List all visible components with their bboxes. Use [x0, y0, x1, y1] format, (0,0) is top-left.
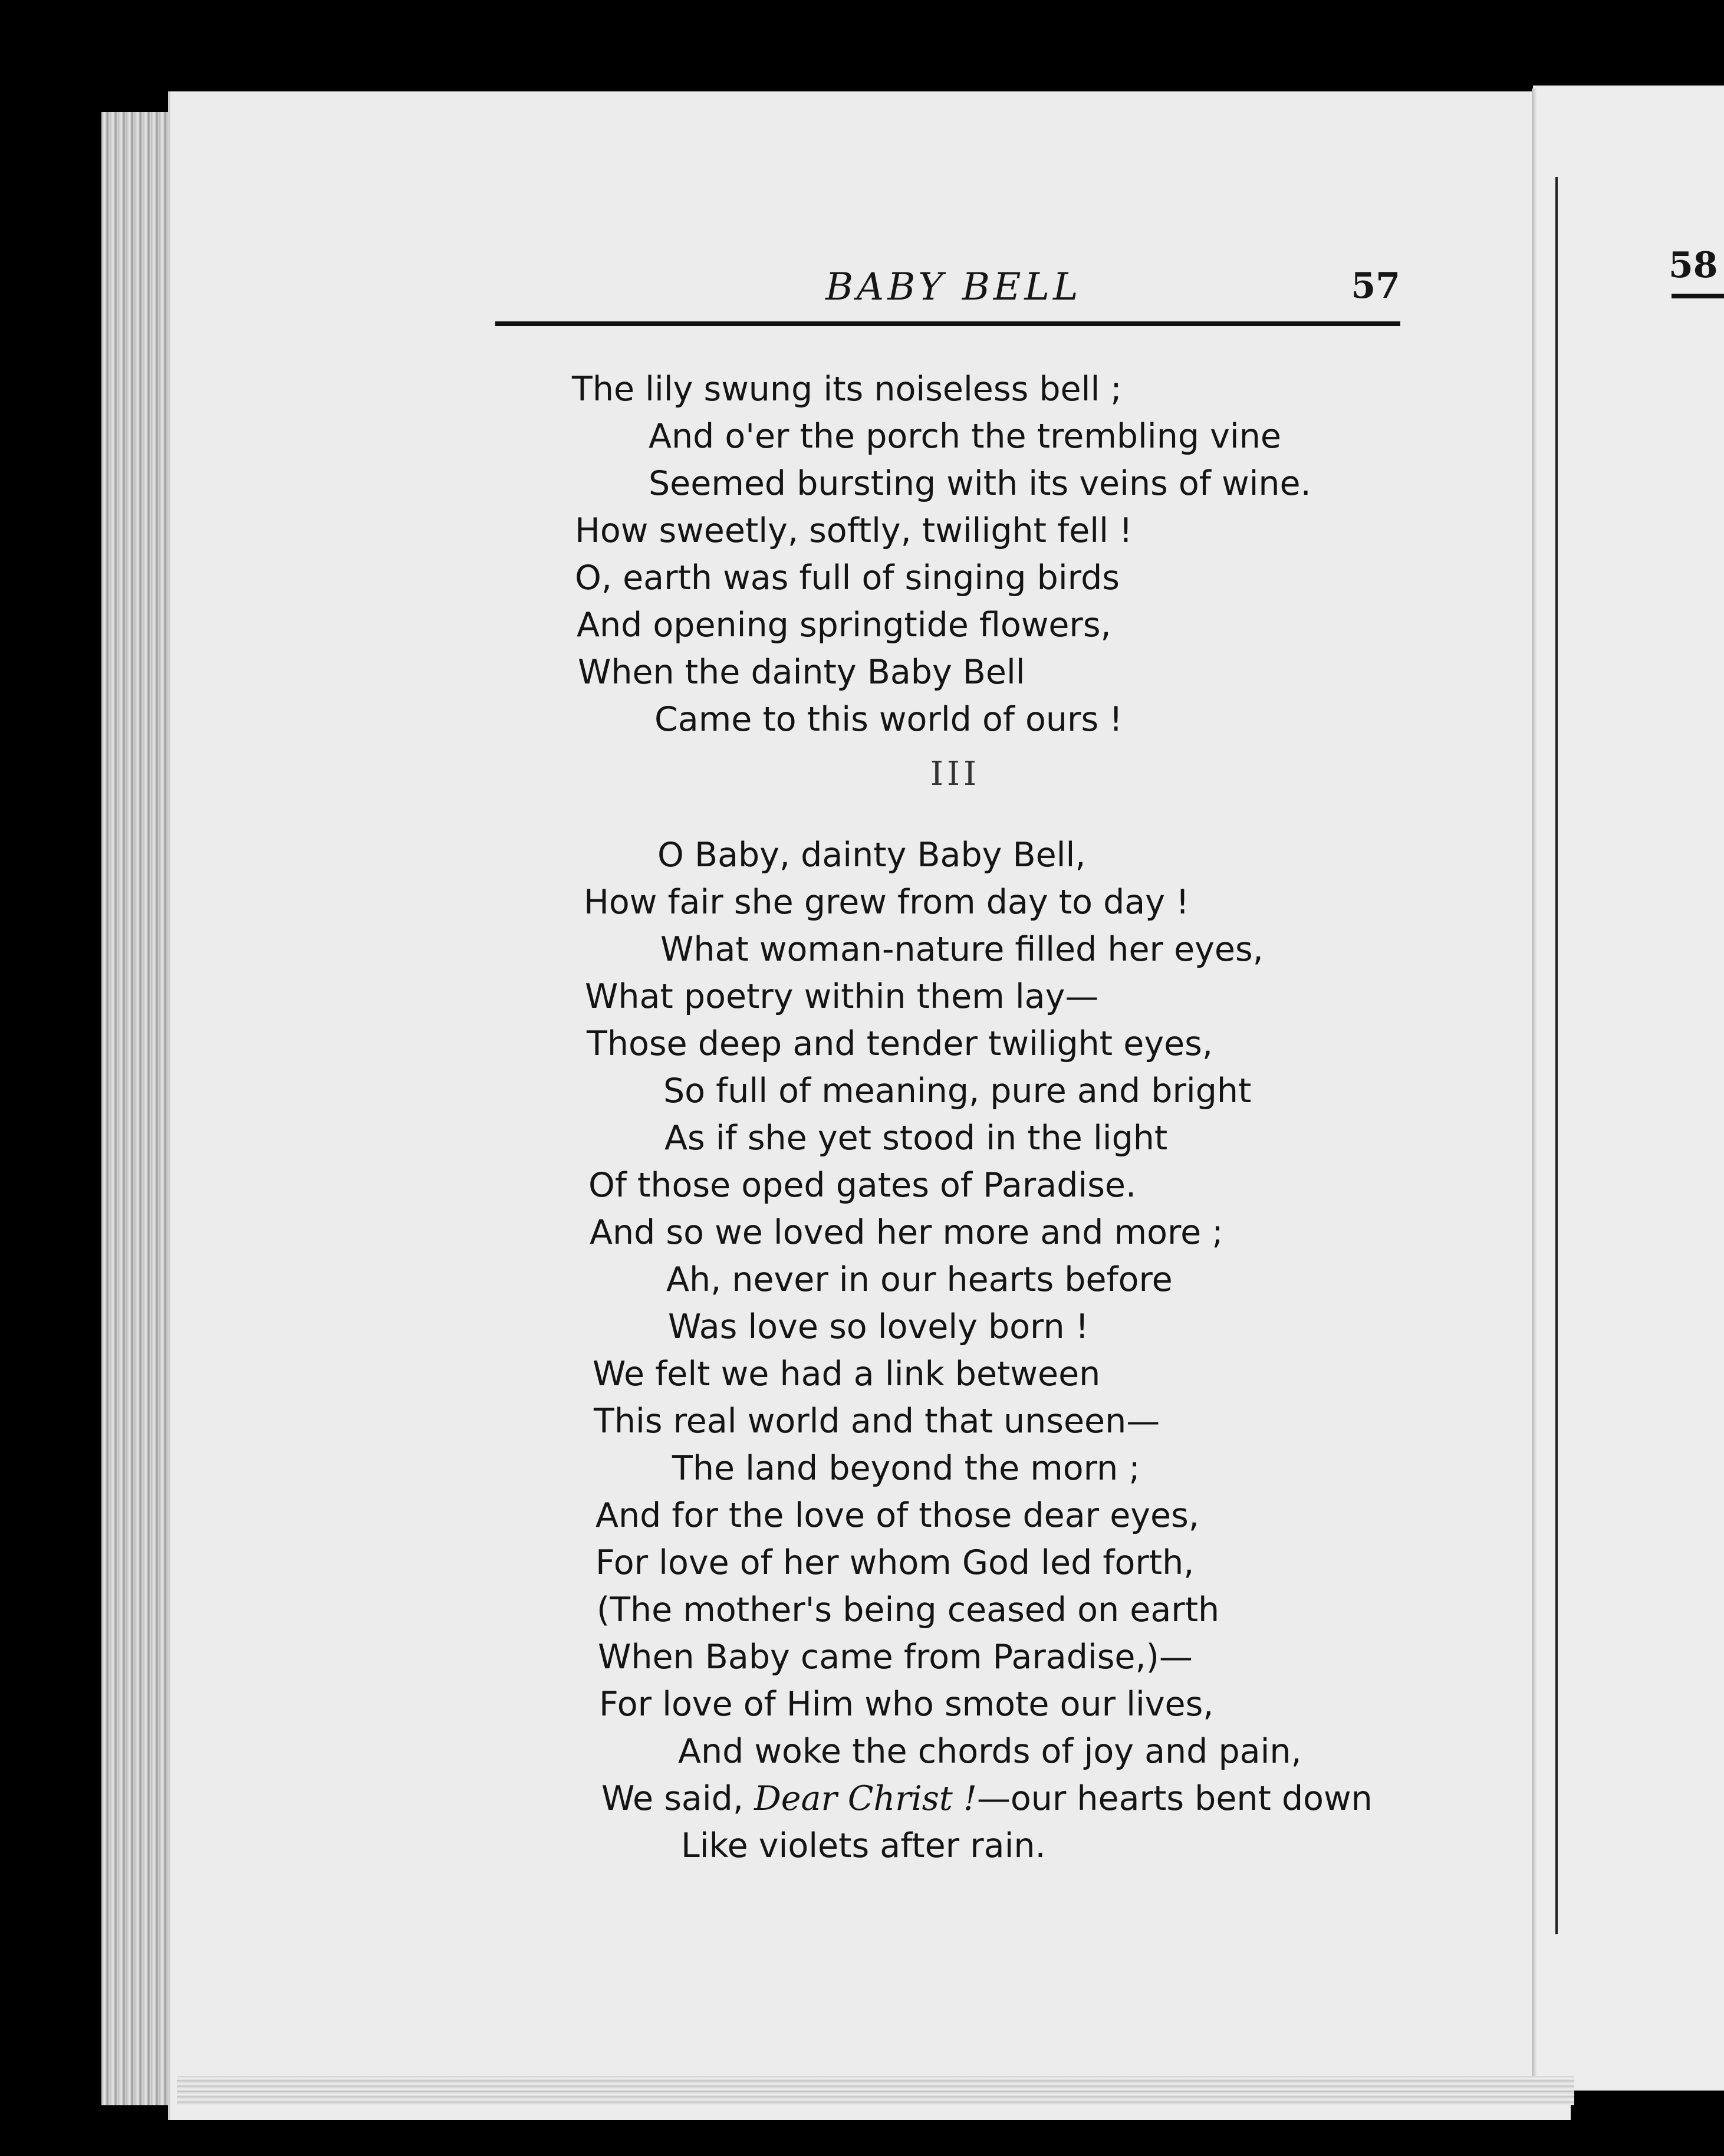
page-edges [101, 112, 178, 2105]
page-number: 57 [1351, 265, 1400, 307]
poem-line: For love of her whom God led forth, [595, 1543, 1195, 1582]
poem-line: Of those oped gates of Paradise. [588, 1166, 1137, 1205]
page-bottom-edges [177, 2076, 1574, 2105]
book-gutter [1532, 88, 1537, 2093]
poem-line: Seemed bursting with its veins of wine. [649, 464, 1311, 503]
header-rule [495, 321, 1400, 326]
section-number: III [930, 755, 981, 793]
italic-phrase: Dear Christ ! [754, 1779, 977, 1818]
poem-line: This real world and that unseen— [594, 1402, 1160, 1441]
gutter-shadow-line [1555, 177, 1558, 1934]
running-head [495, 242, 1400, 330]
poem-line: Was love so lovely born ! [668, 1307, 1089, 1346]
poem-line: And woke the chords of joy and pain, [678, 1732, 1302, 1771]
running-title: BABY BELL [825, 265, 1082, 309]
poem-line: How fair she grew from day to day ! [584, 883, 1189, 922]
poem-line-with-italic [601, 1775, 1373, 1822]
poem-line: How sweetly, softly, twilight fell ! [575, 511, 1133, 550]
line-text: We said, [601, 1779, 755, 1818]
poem-line: So full of meaning, pure and bright [663, 1072, 1252, 1110]
poem-line: (The mother's being ceased on earth [597, 1590, 1220, 1629]
poem-line: The lily swung its noiseless bell ; [572, 370, 1122, 409]
poem-line: And so we loved her more and more ; [590, 1213, 1223, 1252]
poem-line: We felt we had a link between [593, 1355, 1101, 1393]
line-text: —our hearts bent down [976, 1779, 1373, 1818]
poem-line: The land beyond the morn ; [672, 1449, 1140, 1488]
poem-line: As if she yet stood in the light [664, 1119, 1168, 1158]
poem-line: For love of Him who smote our lives, [599, 1685, 1214, 1724]
next-page-header-rule [1672, 294, 1724, 298]
poem-line: And opening springtide flowers, [577, 606, 1111, 645]
poem-line: And o'er the porch the trembling vine [649, 417, 1281, 456]
poem-line: What woman-nature filled her eyes, [660, 930, 1264, 969]
poem-line: Like violets after rain. [681, 1826, 1046, 1865]
poem-line: O, earth was full of singing birds [575, 558, 1120, 597]
right-page [1533, 86, 1724, 2091]
poem-line: When the dainty Baby Bell [578, 653, 1025, 692]
poem-line: Came to this world of ours ! [654, 700, 1123, 739]
poem-line: O Baby, dainty Baby Bell, [657, 836, 1086, 875]
next-page-number: 58 [1669, 245, 1718, 286]
poem-line: What poetry within them lay— [585, 977, 1099, 1016]
poem-line: And for the love of those dear eyes, [595, 1496, 1199, 1535]
poem-line: When Baby came from Paradise,)— [598, 1638, 1193, 1677]
poem-line: Those deep and tender twilight eyes, [587, 1024, 1213, 1063]
poem-line: Ah, never in our hearts before [666, 1260, 1173, 1299]
